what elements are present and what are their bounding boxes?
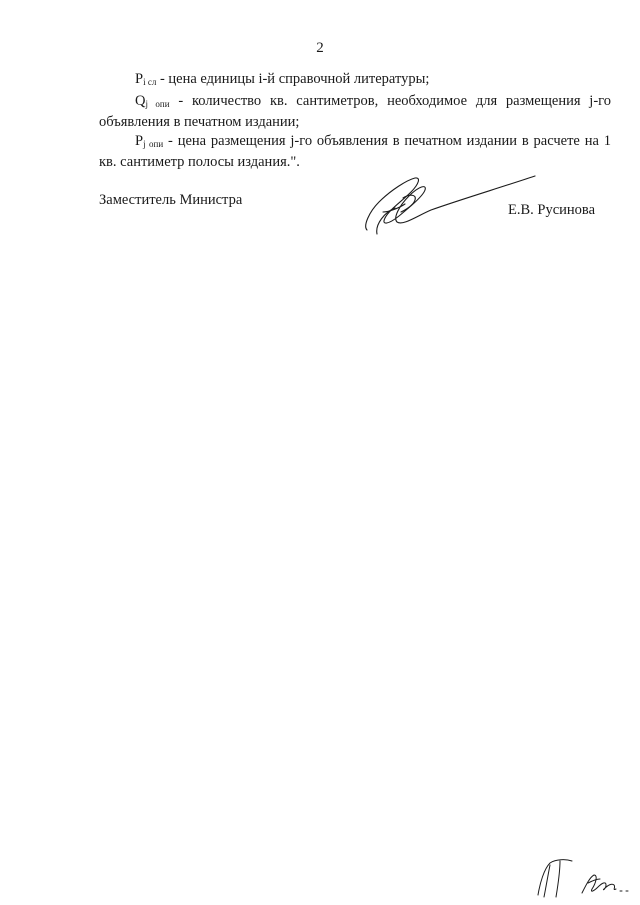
variable-subscript: j опи [143, 138, 164, 149]
definition-paragraph-price-ads [99, 132, 611, 172]
definition-text: - количество кв. сантиметров, необходимое для размещения j-го объявления в печатном издании; [99, 92, 611, 130]
handwritten-initials [532, 855, 632, 901]
variable-symbol: Q [135, 92, 146, 109]
document-body [99, 70, 611, 172]
variable-symbol: P [135, 71, 144, 87]
signature-block [99, 192, 611, 242]
signatory-position: Заместитель Министра [99, 192, 243, 208]
definition-text: - цена единицы i-й справочной литературы; [156, 71, 430, 87]
page-number: 2 [316, 40, 324, 56]
variable-subscript: i сл [143, 77, 157, 87]
variable-symbol: P [135, 132, 144, 149]
definition-paragraph-price-reference [99, 70, 611, 92]
definition-text: - цена размещения j-го объявления в печатном издании в расчете на 1 кв. сантиметр полосы издания.". [99, 132, 611, 170]
definition-paragraph-quantity-ads [99, 92, 611, 132]
variable-subscript: j опи [145, 98, 170, 109]
signatory-name: Е.В. Русинова [507, 202, 595, 218]
